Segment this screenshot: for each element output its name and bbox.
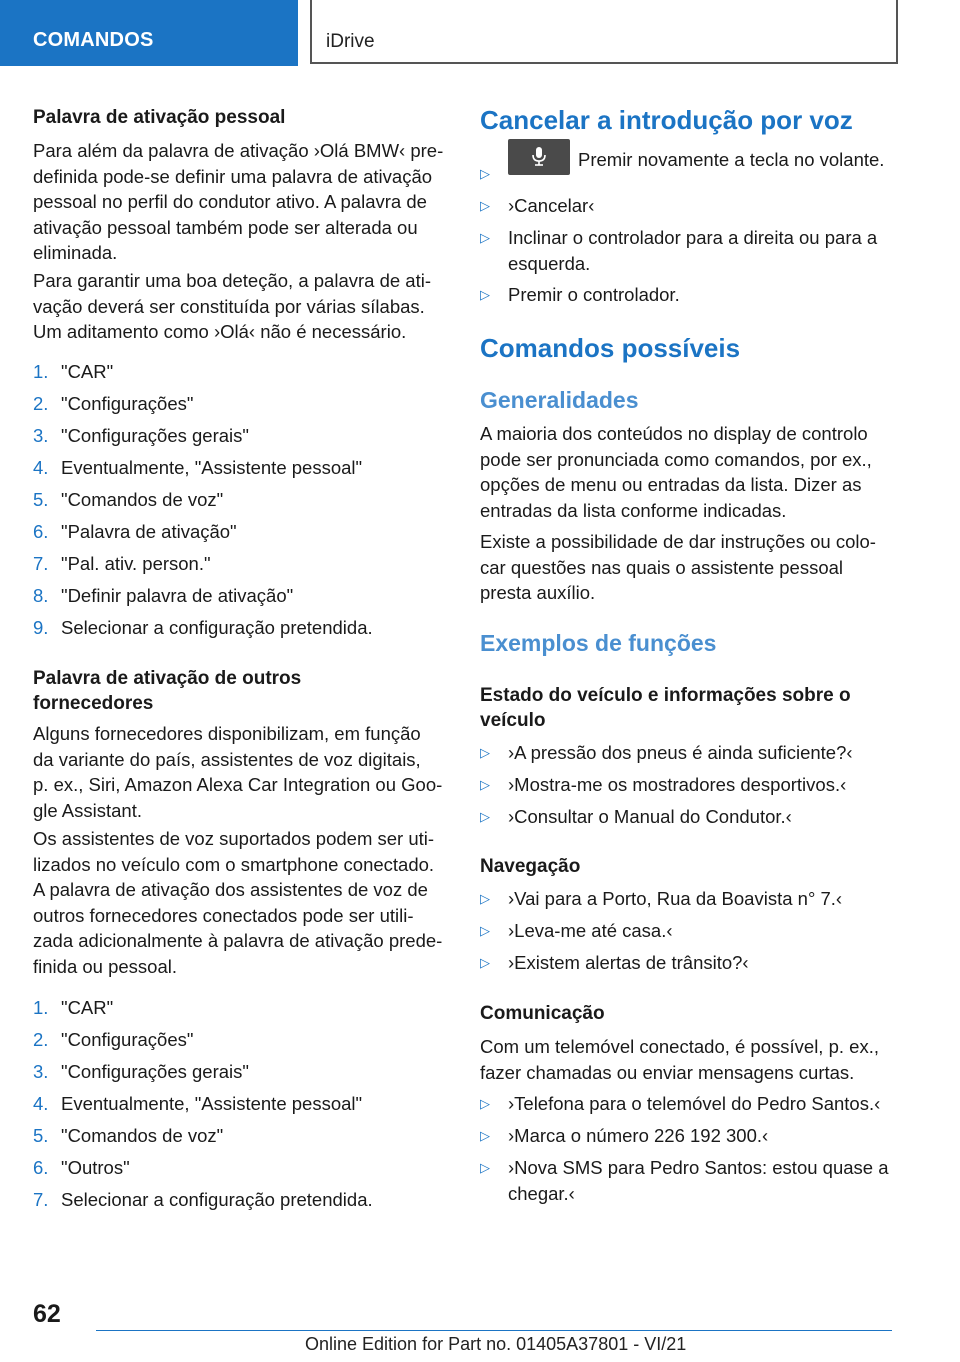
paragraph-general-1: A maioria dos conteúdos no display de controlo pode ser pronunciada como comandos, por ex., opções de menu ou entradas da lista. Dizer as entradas da lista conforme indicadas. xyxy=(480,423,872,521)
triangle-bullet-icon: ▷ xyxy=(480,1128,490,1143)
triangle-bullet-icon: ▷ xyxy=(480,198,490,213)
paragraph-communication: Com um telemóvel conectado, é possível, p. ex., fazer chamadas ou enviar mensagens curtas. xyxy=(480,1036,879,1083)
paragraph-other-1: Alguns fornecedores disponibilizam, em função da variante do país, assistentes de voz digitais, p. ex., Siri, Amazon Alexa Car Integration ou Goo- gle Assistant. xyxy=(33,723,443,821)
chapter-tab xyxy=(310,0,898,64)
heading-cancel-voice: Cancelar a introdução por voz xyxy=(480,105,853,135)
footer-divider xyxy=(96,1330,892,1331)
voice-button-icon xyxy=(508,139,570,175)
heading-personal-wake-word: Palavra de ativação pessoal xyxy=(33,107,286,128)
microphone-icon xyxy=(530,146,548,168)
heading-function-examples: Exemplos de funções xyxy=(480,630,717,656)
triangle-bullet-icon: ▷ xyxy=(480,809,490,824)
triangle-bullet-icon: ▷ xyxy=(480,891,490,906)
heading-vehicle-status: Estado do veículo e informações sobre o veículo xyxy=(480,685,851,731)
triangle-bullet-icon: ▷ xyxy=(480,1160,490,1175)
triangle-bullet-icon: ▷ xyxy=(480,777,490,792)
triangle-bullet-icon: ▷ xyxy=(480,1096,490,1111)
chapter-title: iDrive xyxy=(326,31,375,52)
section-title: COMANDOS xyxy=(33,29,154,51)
triangle-bullet-icon: ▷ xyxy=(480,745,490,760)
section-tab xyxy=(0,0,298,66)
heading-general: Generalidades xyxy=(480,387,639,413)
heading-communication: Comunicação xyxy=(480,1003,605,1024)
paragraph-personal-1: Para além da palavra de ativação ›Olá BMW‹ pre- definida pode-se definir uma palavra de ativação pessoal no perfil do condutor ativo. A palavra de ativação pessoal também pode ser alterada ou eliminada. xyxy=(33,140,444,263)
heading-navigation: Navegação xyxy=(480,856,581,877)
triangle-bullet-icon: ▷ xyxy=(480,923,490,938)
heading-possible-commands: Comandos possíveis xyxy=(480,333,741,363)
triangle-bullet-icon: ▷ xyxy=(480,955,490,970)
paragraph-personal-2: Para garantir uma boa deteção, a palavra de ati- vação deverá ser constituída por várias sílabas. Um aditamento como ›Olá‹ não é necessário. xyxy=(33,270,431,342)
heading-other-providers: Palavra de ativação de outros fornecedores xyxy=(33,668,302,714)
paragraph-other-2: Os assistentes de voz suportados podem ser uti- lizados no veículo com o smartphone conectado. A palavra de ativação dos assistentes de voz de outros fornecedores conectados pode ser utili- zada adicionalmente à palavra de ativação prede- finida ou pessoal. xyxy=(33,828,443,977)
triangle-bullet-icon: ▷ xyxy=(480,166,490,181)
triangle-bullet-icon: ▷ xyxy=(480,287,490,302)
footer-edition: Online Edition for Part no. 01405A37801 - VI/21 xyxy=(305,1334,687,1354)
triangle-bullet-icon: ▷ xyxy=(480,230,490,245)
paragraph-general-2: Existe a possibilidade de dar instruções ou colo- car questões nas quais o assistente pessoal presta auxílio. xyxy=(480,531,876,603)
page-number: 62 xyxy=(33,1300,61,1328)
